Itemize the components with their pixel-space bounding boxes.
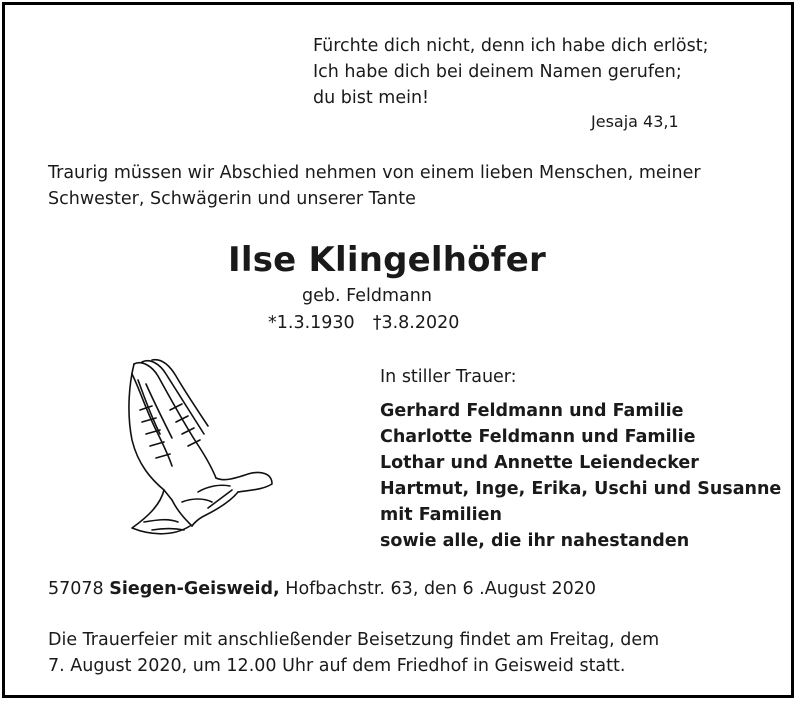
- verse-reference: Jesaja 43,1: [591, 112, 679, 131]
- bible-verse: [313, 33, 708, 111]
- mourner-entry: Charlotte Feldmann und Familie: [380, 427, 696, 447]
- intro-line: Traurig müssen wir Abschied nehmen von einem lieben Menschen, meiner: [48, 163, 701, 183]
- intro-text: [48, 160, 701, 212]
- praying-hands-icon: [112, 350, 282, 550]
- mourner-entry: mit Familien: [380, 505, 502, 525]
- ceremony-line: Die Trauerfeier mit anschließender Beisetzung findet am Freitag, dem: [48, 630, 660, 650]
- mourner-entry: sowie alle, die ihr nahestanden: [380, 531, 690, 551]
- mourner-entry: Hartmut, Inge, Erika, Uschi und Susanne: [380, 479, 782, 499]
- death-date: †3.8.2020: [372, 313, 460, 333]
- verse-line: Ich habe dich bei deinem Namen gerufen;: [313, 62, 682, 82]
- mourner-entry: Gerhard Feldmann und Familie: [380, 401, 684, 421]
- address-line: [48, 579, 596, 599]
- mourning-heading: In stiller Trauer:: [380, 367, 517, 387]
- ceremony-line: 7. August 2020, um 12.00 Uhr auf dem Friedhof in Geisweid statt.: [48, 656, 626, 676]
- address-details: Hofbachstr. 63, den 6 .August 2020: [285, 579, 597, 599]
- postcode: 57078: [48, 579, 104, 599]
- intro-line: Schwester, Schwägerin und unserer Tante: [48, 189, 416, 209]
- ceremony-info: [48, 627, 659, 679]
- verse-line: Fürchte dich nicht, denn ich habe dich erlöst;: [313, 36, 709, 56]
- city: Siegen-Geisweid,: [109, 579, 280, 599]
- birth-name: geb. Feldmann: [302, 286, 432, 306]
- birth-date: *1.3.1930: [268, 313, 355, 333]
- deceased-name: Ilse Klingelhöfer: [228, 240, 546, 280]
- mourner-entry: Lothar und Annette Leiendecker: [380, 453, 699, 473]
- mourners-list: [380, 398, 781, 554]
- life-dates: [268, 313, 459, 333]
- verse-line: du bist mein!: [313, 88, 430, 108]
